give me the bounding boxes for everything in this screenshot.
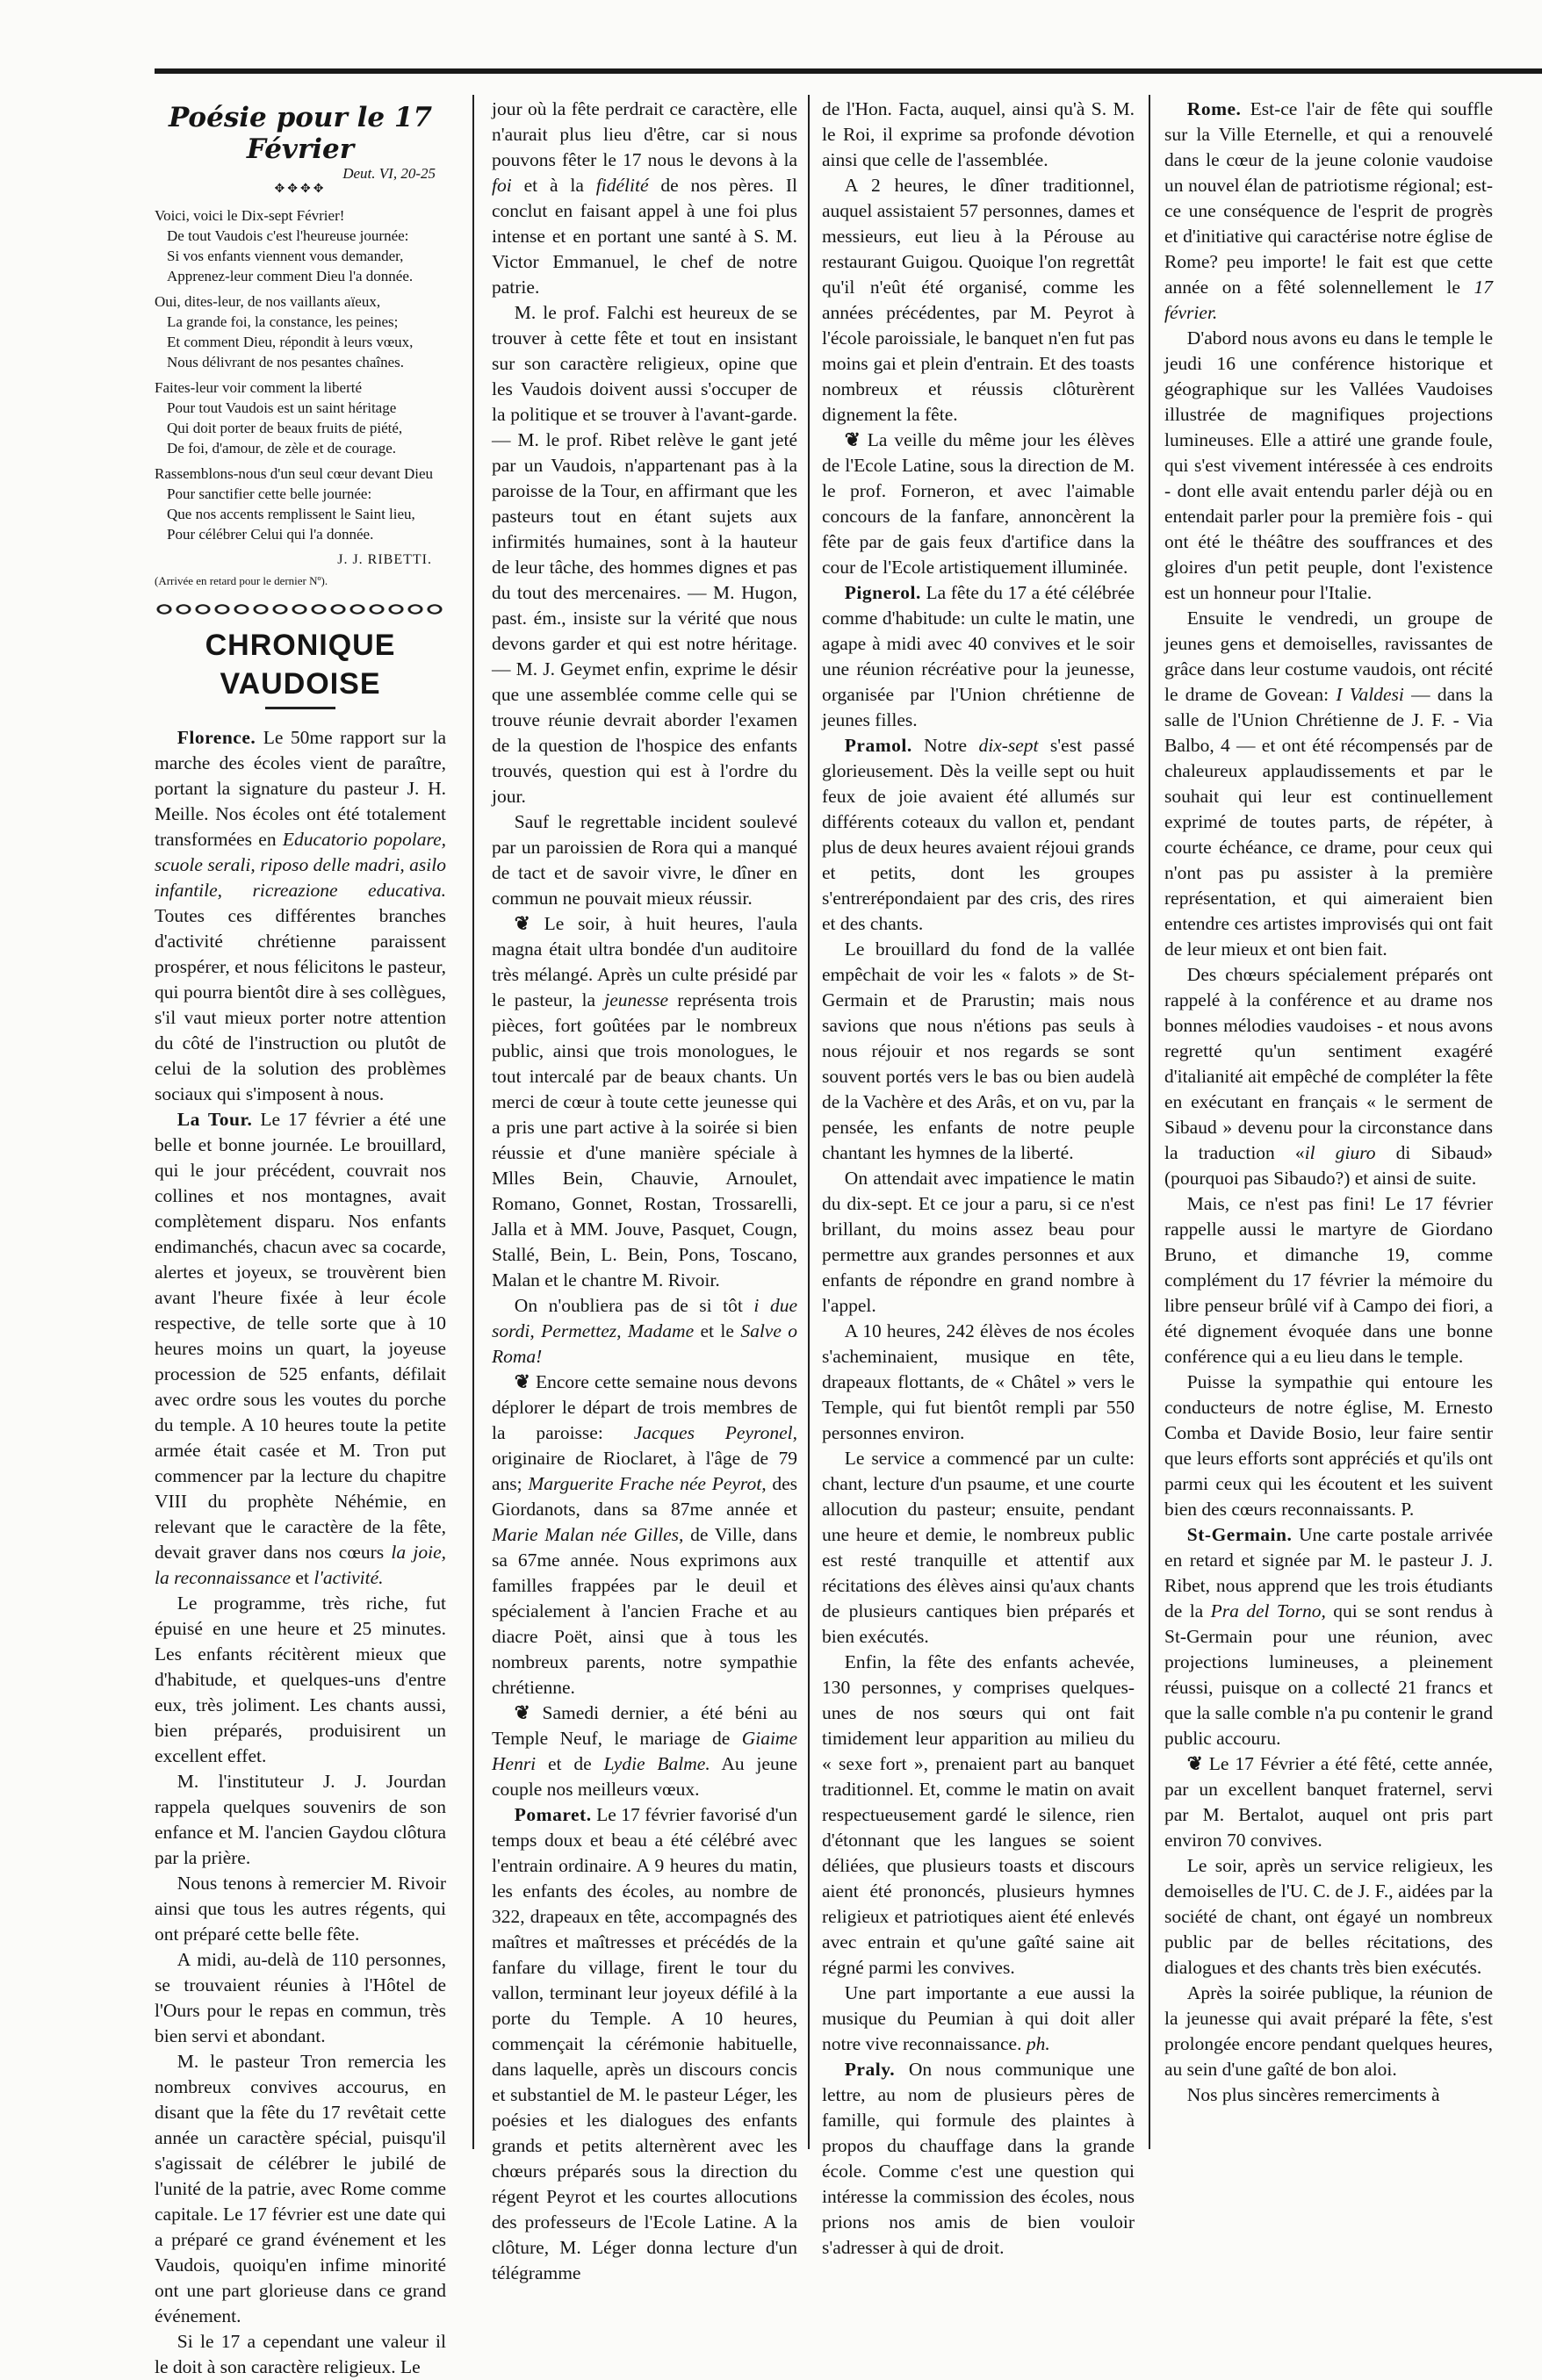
paragraph: Enfin, la fête des enfants achevée, 130 personnes, y comprises quelques-unes de nos sœurs qui ont fait timidement leur apparition au milieu du « sexe fort », prenaient part au banquet traditionnel. Et, comme le matin on avait respectueusement gardé le silence, rien d'étonnant que les langues se soient déliées, que plusieurs toasts et discours aient été prononcés, plusieurs hymnes religieux et patriotiques aient été enlevés avec entrain et qu'une gaîté saine ait régné parmi les convives. bbox=[822, 1651, 1135, 1978]
ornament: ✥✥✥✥ bbox=[274, 183, 327, 196]
paragraph: ❦ Le 17 Février a été fêté, cette année, par un excellent banquet fraternel, servi par M. Bertalot, auquel ont pris part environ 70 convives. bbox=[1164, 1753, 1494, 1851]
paragraph: On attendait avec impatience le matin du dix-sept. Et ce jour a paru, si ce n'est brillant, du moins assez beau pour permettre aux grandes personnes et aux enfants de répondre en grand nombre à l'appel. bbox=[822, 1168, 1135, 1316]
paragraph: Nous tenons à remercier M. Rivoir ainsi que tous les autres régents, qui ont préparé cette belle fête. bbox=[155, 1873, 446, 1945]
paragraph: Nos plus sincères remerciments à bbox=[1186, 2084, 1440, 2105]
place-heading: Pignerol. bbox=[844, 582, 921, 603]
paragraph: A 10 heures, 242 élèves de nos écoles s'acheminaient, musique en tête, drapeaux flottants, de « Châtel » vers le Temple, qui fut bientôt rempli par 550 personnes environ. bbox=[822, 1320, 1135, 1443]
paragraph: Après la soirée publique, la réunion de la jeunesse qui avait préparé la fête, s'est prolongée encore pendant quelques heures, au sein d'une gaîté de bon aloi. bbox=[1164, 1982, 1493, 2080]
poem-signature: J. J. RIBETTI. bbox=[337, 552, 432, 567]
paragraph: Le soir, après un service religieux, les demoiselles de l'U. C. de J. F., aidées par la société de chant, ont égayé un nombreux public par de belles récitations, des dialogues et des chants très bien exécutés. bbox=[1164, 1855, 1493, 1978]
section-mark-icon: ❦ bbox=[514, 1702, 530, 1723]
poem-line: Si vos enfants viennent vous demander, bbox=[167, 248, 404, 264]
place-heading: Rome. bbox=[1186, 98, 1242, 119]
poem-line: De foi, d'amour, de zèle et de courage. bbox=[167, 440, 397, 457]
article-pomaret: Pomaret. Le 17 février favorisé d'un temps doux et beau a été célébré avec l'entrain ordinaire. A 9 heures du matin, les enfants des écoles, au nombre de 322, drapeaux en tête, accompagnés des maîtres et maîtresses et précédés de la fanfare du village, firent le tour du vallon, terminant leur joyeux défilé à la porte du Temple. A 10 heures, commençait la cérémonie habituelle, dans laquelle, après un discours concis et substantiel de M. le pasteur Léger, les poésies et les dialogues des enfants grands et petits alternèrent avec les chœurs préparés sous la direction du régent Peyrot et les courtes allocutions des professeurs de l'Ecole Latine. A la clôture, M. Léger donna lecture d'un télégramme bbox=[492, 1804, 797, 2283]
poem-line: Nous délivrant de nos pesantes chaînes. bbox=[167, 354, 405, 370]
article-florence: Florence. Le 50me rapport sur la marche des écoles vient de paraître, portant la signature du pasteur J. H. Meille. Nos écoles ont été totalement transformées en Educatorio popolare, scuole serali, riposo delle madri, asilo infantile, ricreazione educativa. Toutes ces différentes branches d'activité chrétienne paraissent prospérer, et nous félicitons le pasteur, qui pourra bientôt dire à ses collègues, s'il vaut mieux porter notre attention du côté de l'instruction ou plutôt de celui de la solution des problèmes sociaux qui s'imposent à nous. bbox=[155, 727, 446, 1104]
section-title: CHRONIQUE VAUDOISE bbox=[205, 629, 396, 701]
paragraph: Le service a commencé par un culte: chant, lecture d'un psaume, et une courte allocution du pasteur; ensuite, pendant une heure et demie, le nombreux public est resté tranquille et attentif aux récitations des élèves ainsi qu'aux chants de plusieurs cantiques bien préparés et bien exécutés. bbox=[822, 1448, 1135, 1647]
article-pramol: Pramol. Notre dix-sept s'est passé glorieusement. Dès la veille sept ou huit feux de joie avaient été allumés sur différents coteaux du vallon et, pendant plus de deux heures avaient réjoui grands et petits, dont les groupes s'entrerépondaient par des cris, des rires et des chants. bbox=[822, 735, 1135, 934]
paragraph: Mais, ce n'est pas fini! Le 17 février rappelle aussi le martyre de Giordano Bruno, et dimanche 19, comme complément du 17 février la mémoire du libre penseur brûlé vif à Campo dei fiori, a été dignement évoquée dans une bonne conférence qui a eu lieu dans le temple. bbox=[1164, 1193, 1493, 1367]
article-st-germain: St-Germain. Une carte postale arrivée en retard et signée par M. le pasteur J. J. Ribet, nous apprend que les trois étudiants de la Pra del Torno, qui se sont rendus à St-Germain pour une réunion, avec projections lumineuses, a pleinement réussi, puisque on a collecté 21 francs et que la salle comble n'a pu contenir le grand public accouru. bbox=[1164, 1524, 1493, 1749]
poem-stanza bbox=[155, 205, 446, 286]
column-1 bbox=[155, 97, 447, 2377]
poem-line: Faites-leur voir comment la liberté bbox=[155, 379, 363, 396]
section-mark-icon: ❦ bbox=[514, 1371, 530, 1392]
paragraph: ❦ Encore cette semaine nous devons déplorer le départ de trois membres de la paroisse: Jacques Peyronel, originaire de Rioclaret, à l'âge de 79 ans; Marguerite Frache née Peyrot, des Giordanots, dans sa 87me année et Marie Malan née Gilles, de Ville, dans sa 67me année. Nous exprimons aux familles frappées par le deuil et spécialement à l'ancien Frache et au diacre Poët, ainsi que à tous les nombreux parents, notre sympathie chrétienne. bbox=[492, 1371, 798, 1698]
paragraph: Le programme, très riche, fut épuisé en une heure et 25 minutes. Les enfants récitèrent mieux que d'habitude, et quelques-uns d'entre eux, très joliment. Les chants aussi, bien préparés, produisirent un excellent effet. bbox=[155, 1593, 446, 1766]
paragraph: M. le pasteur Tron remercia les nombreux convives accourus, en disant que la fête du 17 revêtait cette année un caractère spécial, puisqu'il s'agissait de célébrer le jubilé de l'unité de la patrie, avec Rome comme capitale. Le 17 février est une date qui a préparé ce grand événement et les Vaudois, quoiqu'en infime minorité ont une part glorieuse dans ce grand événement. bbox=[155, 2051, 446, 2326]
paragraph: ❦ Samedi dernier, a été béni au Temple Neuf, le mariage de Giaime Henri et de Lydie Balme. Au jeune couple nos meilleurs vœux. bbox=[492, 1702, 797, 1800]
article-rome: Rome. Est-ce l'air de fête qui souffle sur la Ville Eternelle, et qui a renouvelé dans le cœur de la jeune colonie vaudoise un nouvel élan de patriotisme régional; est-ce une conséquence de l'esprit de progrès et d'initiative qui caractérise notre église de Rome? peu importe! le fait est que cette année on a fêté solennellement le 17 février. bbox=[1164, 98, 1494, 323]
paragraph: Puisse la sympathie qui entoure les conducteurs de notre église, M. Ernesto Comba et Davide Bosio, leur faire sentir que leurs efforts sont appréciés et qu'ils ont parmi ceux qui les écoutent et les suivent bien des cœurs reconnaissants. P. bbox=[1164, 1371, 1493, 1520]
poem-stanza bbox=[155, 291, 446, 372]
place-heading: Praly. bbox=[844, 2059, 896, 2080]
paragraph: Le brouillard du fond de la vallée empêchait de voir les « falots » de St-Germain et de Prarustin; mais nous savions que nous n'étions pas seuls à nous réjouir et nos regards se sont souvent portés vers le bas ou bien audelà de la Vachère et des Arâs, et on vu, par la pensée, les enfants de notre peuple chantant les hymnes de la liberté. bbox=[822, 938, 1135, 1163]
section-mark-icon: ❦ bbox=[844, 429, 861, 450]
top-rule bbox=[155, 68, 1542, 74]
paragraph: A 2 heures, le dîner traditionnel, auquel assistaient 57 personnes, dames et messieurs, eut lieu à la Pérouse au restaurant Guigou. Quoique l'on regrettât qu'il n'eût été organisé, comme les années précédentes, par M. Peyrot à l'école paroissiale, le banquet n'en fut pas moins gai et plein d'entrain. Et des toasts nombreux et réussis clôturèrent dignement la fête. bbox=[822, 175, 1135, 425]
column-rule bbox=[472, 95, 474, 2149]
poem-line: Rassemblons-nous d'un seul cœur devant Dieu bbox=[155, 465, 434, 482]
poem-stanza bbox=[155, 464, 446, 544]
paragraph: D'abord nous avons eu dans le temple le jeudi 16 une conférence historique et géographique sur les Vallées Vaudoises illustrée de magnifiques projections lumineuses. Elle a attiré une grande foule, qui s'est vivement intéressée à ces endroits - dont elle avait entendu parler déjà ou en entendait parler pour la première fois - qui ont été le théâtre des souffrances et des gloires d'un petit peuple, dont l'existence est un honneur pour l'Italie. bbox=[1164, 327, 1493, 603]
poem-line: Qui doit porter de beaux fruits de piété, bbox=[167, 420, 403, 436]
poem-stanza bbox=[155, 377, 446, 458]
place-heading: Pramol. bbox=[844, 735, 912, 756]
column-3 bbox=[822, 97, 1135, 2258]
column-2 bbox=[492, 97, 798, 2283]
article-la-tour: La Tour. Le 17 février a été une belle et bonne journée. Le brouillard, qui le jour précédent, couvrait nos collines et nos montagnes, avait complètement disparu. Nos enfants endimanchés, chacun avec sa cocarde, alertes et joyeux, se trouvèrent bien avant l'heure fixée à leur école respective, de telle sorte que à 10 heures moins un quart, la joyeuse procession de 525 enfants, défilait avec ordre sous les voutes du porche du temple. A 10 heures toute la petite armée était casée et M. Tron put commencer par la lecture du chapitre VIII du prophète Néhémie, en relevant que le caractère de la fête, devait graver dans nos cœurs la joie, la reconnaissance et l'activité. bbox=[155, 1109, 447, 1588]
signature: P. bbox=[1401, 1499, 1415, 1520]
place-heading: St-Germain. bbox=[1186, 1524, 1293, 1545]
poem-line: Et comment Dieu, répondit à leurs vœux, bbox=[167, 334, 414, 350]
poem-line: Voici, voici le Dix-sept Février! bbox=[155, 207, 345, 224]
poem-line: Pour sanctifier cette belle journée: bbox=[167, 485, 372, 502]
paragraph: jour où la fête perdrait ce caractère, elle n'aurait plus lieu d'être, car si nous pouvons fêter le 17 nous le devons à la foi et à la fidélité de nos pères. Il conclut en faisant appel à une foi plus intense et en portant une santé à S. M. Victor Emmanuel, le chef de notre patrie. bbox=[492, 98, 798, 298]
paragraph: Une part importante a eue aussi la musique du Peumian à qui doit aller notre vive reconnaissance. ph. bbox=[822, 1982, 1135, 2054]
poem-line: Oui, dites-leur, de nos vaillants aïeux, bbox=[155, 293, 381, 310]
paragraph: ❦ La veille du même jour les élèves de l'Ecole Latine, sous la direction de M. le prof. Forneron, et avec l'aimable concours de la fanfare, annoncèrent la fête par de gais feux d'artifice dans la cour de l'Ecole artistiquement illuminée. bbox=[822, 429, 1135, 578]
chain-divider bbox=[155, 601, 446, 617]
poem-line: La grande foi, la constance, les peines; bbox=[167, 313, 399, 330]
place-heading: La Tour. bbox=[177, 1109, 253, 1130]
poem-line: De tout Vaudois c'est l'heureuse journée: bbox=[167, 227, 409, 244]
section-mark-icon: ❦ bbox=[514, 913, 530, 934]
poem-reference: Deut. VI, 20-25 bbox=[342, 165, 436, 182]
paragraph: On n'oubliera pas de si tôt i due sordi, Permettez, Madame et le Salve o Roma! bbox=[492, 1295, 798, 1367]
poem-line: Pour célébrer Celui qui l'a donnée. bbox=[167, 526, 374, 543]
paragraph: M. l'instituteur J. J. Jourdan rappela quelques souvenirs de son enfance et M. l'ancien Gaydou clôtura par la prière. bbox=[155, 1771, 446, 1868]
column-rule bbox=[808, 95, 810, 2149]
article-pignerol: Pignerol. La fête du 17 a été célébrée comme d'habitude: un culte le matin, une agape à midi avec 40 convives et le soir une réunion récréative pour la jeunesse, organisée par l'Union chrétienne de jeunes filles. bbox=[822, 582, 1135, 730]
title-rule bbox=[265, 707, 335, 709]
paragraph: Sauf le regrettable incident soulevé par un paroissien de Rora qui a manqué de tact et de savoir vivre, le dîner en commun ne pouvait mieux réussir. bbox=[492, 811, 797, 909]
paragraph: Ensuite le vendredi, un groupe de jeunes gens et demoiselles, ravissantes de grâce dans leur costume vaudois, ont récité le drame de Govean: I Valdesi — dans la salle de l'Union Chrétienne de J. F. - Via Balbo, 4 — et ont été récompensés par de chaleureux applaudissements et par le souhait qui leur est continuellement exprimé de toutes parts, de répéter, à courte échéance, ce drame, pour ceux qui n'ont pas pu assister à la première représentation, et qui aimeraient bien entendre ces artistes improvisés qui ont fait de leur mieux et ont bien fait. bbox=[1164, 608, 1493, 960]
signature: ph. bbox=[1026, 2033, 1050, 2054]
paragraph: M. le prof. Falchi est heureux de se trouver à cette fête et tout en insistant sur son caractère religieux, opine que les Vaudois doivent aussi s'occuper de la politique et se trouver à l'avant-garde. — M. le prof. Ribet relève le gant jeté par un Vaudois, n'appartenant pas à la paroisse de la Tour, en affirmant que les pasteurs tout en étant sujets aux infirmités humaines, sont à la hauteur de leur tâche, des hommes dignes et pas du tout des mercenaires. — M. Hugon, past. ém., insiste sur la vérité que nous devons garder et qui est notre héritage. — M. J. Geymet enfin, exprime le désir que une assemblée comme celle qui se trouve réunie devrait aborder l'examen de la question de l'hospice des enfants trouvés, question qui est à l'ordre du jour. bbox=[492, 302, 797, 807]
poem-title: Poésie pour le 17 Février bbox=[168, 102, 433, 165]
place-heading: Pomaret. bbox=[514, 1804, 592, 1825]
paragraph: Si le 17 a cependant une valeur il le doit à son caractère religieux. Le bbox=[155, 2331, 446, 2377]
article-praly: Praly. On nous communique une lettre, au nom de plusieurs pères de famille, qui formule des plaintes à propos du chauffage dans la grande école. Comme c'est une question qui intéresse la commission des écoles, nous prions nos amis de bien vouloir s'adresser à qui de droit. bbox=[822, 2059, 1135, 2258]
place-heading: Florence. bbox=[177, 727, 256, 748]
poem-line: Apprenez-leur comment Dieu l'a donnée. bbox=[167, 268, 414, 284]
paragraph: ❦ Le soir, à huit heures, l'aula magna était ultra bondée d'un auditoire très mélangé. Après un culte présidé par le pasteur, la jeunesse représenta trois pièces, fort goûtées par le nombreux public, ainsi que trois monologues, le tout intercalé par de beaux chants. Un merci de cœur à toute cette jeunesse qui a pris une part active à la soirée si bien réussie et d'une manière spéciale à Mlles Bein, Chauvie, Arnoulet, Romano, Gonnet, Rostan, Trossarelli, Jalla et à MM. Jouve, Pasquet, Cougn, Stallé, Bein, L. Bein, Pons, Toscano, Malan et le chantre M. Rivoir. bbox=[492, 913, 798, 1291]
paragraph: Des chœurs spécialement préparés ont rappelé à la conférence et au drame nos bonnes mélodies vaudoises - et nous avons regretté qu'un sentiment exagéré d'italianité ait empêché de compléter la fête en exécutant en français « le serment de Sibaud » devenu pour la circonstance dans la traduction «il giuro di Sibaud» (pourquoi pas Sibaudo?) et ainsi de suite. bbox=[1164, 964, 1494, 1189]
poem-line: Que nos accents remplissent le Saint lieu, bbox=[167, 506, 415, 522]
section-mark-icon: ❦ bbox=[1186, 1753, 1203, 1774]
column-4 bbox=[1164, 97, 1493, 2151]
paragraph: A midi, au-delà de 110 personnes, se trouvaient réunies à l'Hôtel de l'Ours pour le repas en commun, très bien servi et abondant. bbox=[155, 1949, 446, 2046]
poem-line: Pour tout Vaudois est un saint héritage bbox=[167, 399, 397, 416]
poem-note: (Arrivée en retard pour le dernier Nº). bbox=[155, 574, 328, 587]
paragraph: de l'Hon. Facta, auquel, ainsi qu'à S. M. le Roi, il exprime sa profonde dévotion ainsi que celle de l'assemblée. bbox=[822, 98, 1135, 170]
column-rule bbox=[1149, 95, 1150, 2149]
poem bbox=[155, 205, 446, 589]
